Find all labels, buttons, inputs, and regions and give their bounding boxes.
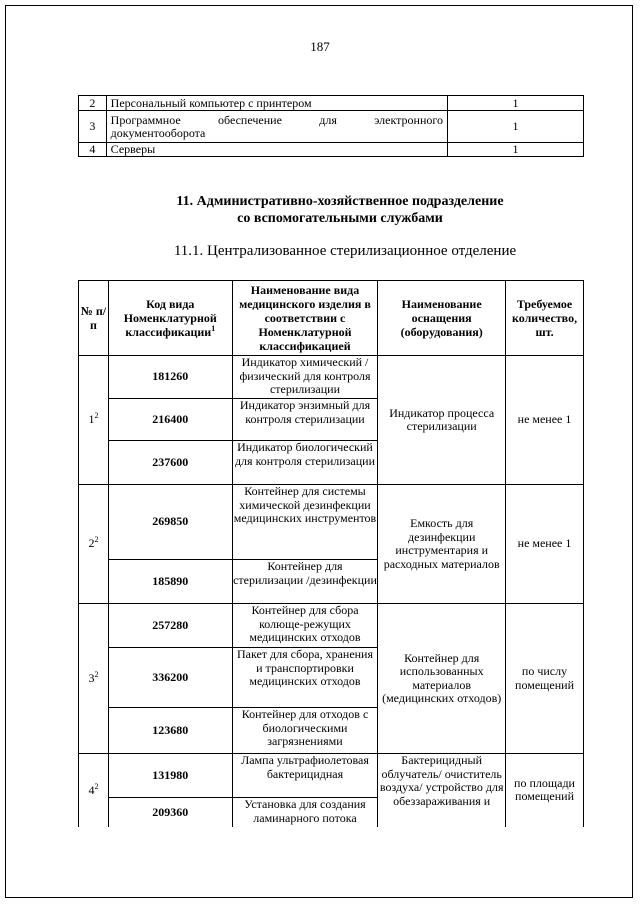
item-qty: 1: [447, 96, 583, 111]
type-name: Контейнер для стерилизации /дезинфекции: [232, 560, 378, 604]
table-row: [79, 111, 584, 143]
type-code: 181260: [108, 356, 232, 399]
type-name: Индикатор химический /физический для контроля стерилизации: [232, 356, 378, 399]
item-name-line: Программное обеспечение для электронного: [110, 112, 443, 127]
row-number: 4: [79, 143, 107, 157]
item-qty: 1: [447, 111, 583, 143]
group-number: [79, 485, 109, 604]
item-name: Персональный компьютер с принтером: [106, 96, 447, 111]
table-row: [79, 356, 584, 399]
type-code: 237600: [108, 441, 232, 485]
required-qty: по числу помещений: [506, 604, 584, 754]
type-name: Контейнер для отходов с биологическими загрязнениями: [232, 708, 378, 754]
required-qty: по площади помещений: [506, 754, 584, 827]
equipment-name: Бактерицидный облучатель/ очиститель воздуха/ устройство для обеззараживания и: [378, 754, 506, 827]
sterilization-equipment-table: [78, 280, 584, 827]
item-qty: 1: [447, 143, 583, 157]
subsection-title: 11.1. Централизованное стерилизационное отделение: [173, 243, 517, 259]
equipment-name: Контейнер для использованных материалов (медицинских отходов): [378, 604, 506, 754]
header-num: № п/п: [79, 281, 109, 356]
header-qty: Требуемое количество, шт.: [506, 281, 584, 356]
group-number-text: 3: [88, 670, 95, 685]
table-row: [79, 143, 584, 157]
row-number: 2: [79, 96, 107, 111]
page-number: 187: [310, 39, 330, 54]
footnote-mark: 2: [94, 669, 99, 679]
type-code: 209360: [108, 798, 232, 827]
row-number: 3: [79, 111, 107, 143]
type-name: Пакет для сбора, хранения и транспортировки медицинских отходов: [232, 648, 378, 708]
type-name: Индикатор энзимный для контроля стерилизации: [232, 399, 378, 441]
footnote-mark: 2: [94, 411, 99, 421]
section-title-line: 11. Административно-хозяйственное подразделение: [176, 194, 504, 209]
table-row: [79, 485, 584, 560]
footnote-mark: 2: [94, 535, 99, 545]
type-code: 269850: [108, 485, 232, 560]
type-name: Индикатор биологический для контроля стерилизации: [232, 441, 378, 485]
type-code: 257280: [108, 604, 232, 648]
section-title-line: со вспомогательными службами: [237, 211, 443, 226]
type-name: Установка для создания ламинарного потока: [232, 798, 378, 827]
type-name: Контейнер для системы химической дезинфекции медицинских инструментов: [232, 485, 378, 560]
equipment-table-continued: [78, 95, 584, 157]
table-row: [79, 754, 584, 798]
type-code: 185890: [108, 560, 232, 604]
header-type-name: Наименование вида медицинского изделия в соответствии с Номенклатурной классификацией: [232, 281, 378, 356]
item-name: [106, 111, 447, 143]
type-code: 216400: [108, 399, 232, 441]
type-code: 131980: [108, 754, 232, 798]
table-row: [79, 604, 584, 648]
section-title: [0, 193, 640, 227]
type-name: Контейнер для сбора колюще-режущих медицинских отходов: [232, 604, 378, 648]
equipment-name: Емкость для дезинфекции инструментария и расходных материалов: [378, 485, 506, 604]
required-qty: не менее 1: [506, 356, 584, 485]
group-number-text: 1: [88, 412, 95, 427]
group-number-text: 2: [88, 536, 95, 551]
group-number: [79, 356, 109, 485]
type-name: Лампа ультрафиолетовая бактерицидная: [232, 754, 378, 798]
equipment-name: Индикатор процесса стерилизации: [378, 356, 506, 485]
footnote-mark: 2: [94, 781, 99, 791]
group-number-text: 4: [88, 782, 95, 797]
group-number: [79, 754, 109, 827]
item-name-line: документооборота: [110, 125, 206, 140]
header-code: [108, 281, 232, 356]
footnote-mark: 1: [211, 324, 216, 333]
table-row: [79, 96, 584, 111]
type-code: 336200: [108, 648, 232, 708]
header-row: [79, 281, 584, 356]
header-equipment: Наименование оснащения (оборудования): [378, 281, 506, 356]
item-name: Серверы: [106, 143, 447, 157]
group-number: [79, 604, 109, 754]
required-qty: не менее 1: [506, 485, 584, 604]
header-code-text: Код вида Номенклатурной классификации: [123, 297, 217, 339]
type-code: 123680: [108, 708, 232, 754]
